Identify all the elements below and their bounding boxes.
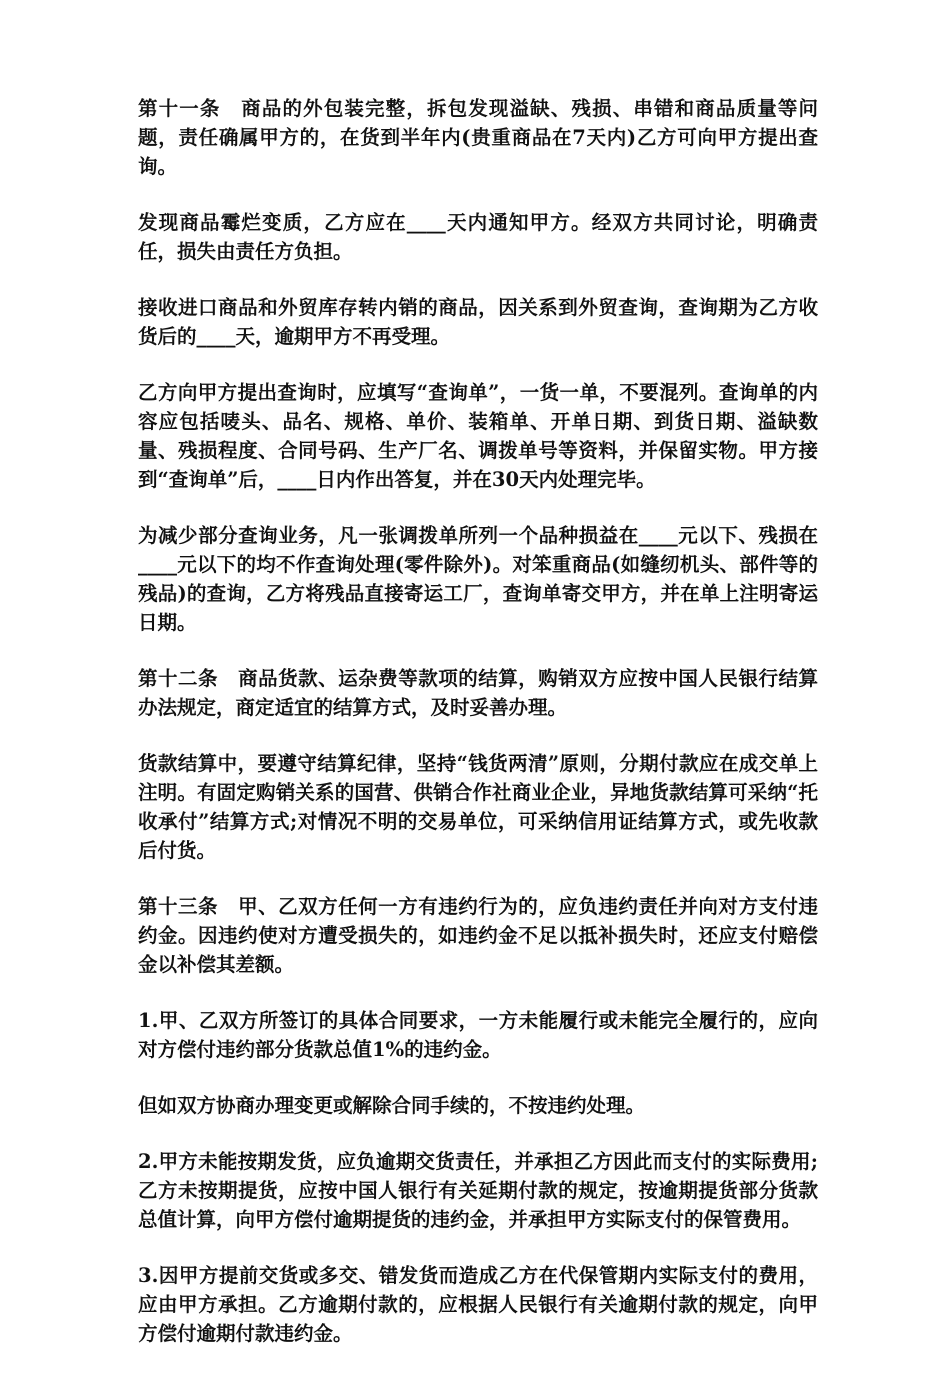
paragraph-clause-3: 3.因甲方提前交货或多交、错发货而造成乙方在代保管期内实际支付的费用，应由甲方承担。乙方逾期付款的，应根据人民银行有关逾期付款的规定，向甲方偿付逾期付款违约金。	[138, 1264, 818, 1345]
paragraph-inquiry-form: 乙方向甲方提出查询时，应填写“查询单”，一货一单，不要混列。查询单的内容应包括唛头、品名、规格、单价、装箱单、开单日期、到货日期、溢缺数量、残损程度、合同号码、生产厂名、调拨单号等资料，并保留实物。甲方接到“查询单”后，____日内作出答复，并在30天内处理完毕。	[138, 381, 818, 491]
paragraph-import-inquiry: 接收进口商品和外贸库存转内销的商品，因关系到外贸查询，查询期为乙方收货后的____天，逾期甲方不再受理。	[138, 296, 818, 348]
paragraph-article-13: 第十三条 甲、乙双方任何一方有违约行为的，应负违约责任并向对方支付违约金。因违约使对方遭受损失的，如违约金不足以抵补损失时，还应支付赔偿金以补偿其差额。	[138, 895, 818, 976]
paragraph-article-11: 第十一条 商品的外包装完整，拆包发现溢缺、残损、串错和商品质量等问题，责任确属甲方的，在货到半年内(贵重商品在7天内)乙方可向甲方提出查询。	[138, 97, 818, 178]
paragraph-clause-1-note: 但如双方协商办理变更或解除合同手续的，不按违约处理。	[138, 1094, 646, 1117]
paragraph-article-12: 第十二条 商品货款、运杂费等款项的结算，购销双方应按中国人民银行结算办法规定，商定适宜的结算方式，及时妥善办理。	[138, 667, 818, 719]
paragraph-inquiry-exemption: 为减少部分查询业务，凡一张调拨单所列一个品种损益在____元以下、残损在____元以下的均不作查询处理(零件除外)。对笨重商品(如缝纫机头、部件等的残品)的查询，乙方将残品直接寄运工厂，查询单寄交甲方，并在单上注明寄运日期。	[138, 524, 818, 634]
paragraph-mildew-notice: 发现商品霉烂变质，乙方应在____天内通知甲方。经双方共同讨论，明确责任，损失由责任方负担。	[138, 211, 818, 263]
paragraph-settlement-rules: 货款结算中，要遵守结算纪律，坚持“钱货两清”原则，分期付款应在成交单上注明。有固定购销关系的国营、供销合作社商业企业，异地货款结算可采纳“托收承付”结算方式;对情况不明的交易单位，可采纳信用证结算方式，或先收款后付货。	[138, 752, 818, 862]
document-page	[138, 94, 818, 1375]
paragraph-clause-2: 2.甲方未能按期发货，应负逾期交货责任，并承担乙方因此而支付的实际费用;乙方未按期提货，应按中国人银行有关延期付款的规定，按逾期提货部分货款总值计算，向甲方偿付逾期提货的违约金，并承担甲方实际支付的保管费用。	[138, 1150, 818, 1231]
paragraph-clause-1: 1.甲、乙双方所签订的具体合同要求，一方未能履行或未能完全履行的，应向对方偿付违约部分货款总值1%的违约金。	[138, 1009, 818, 1061]
